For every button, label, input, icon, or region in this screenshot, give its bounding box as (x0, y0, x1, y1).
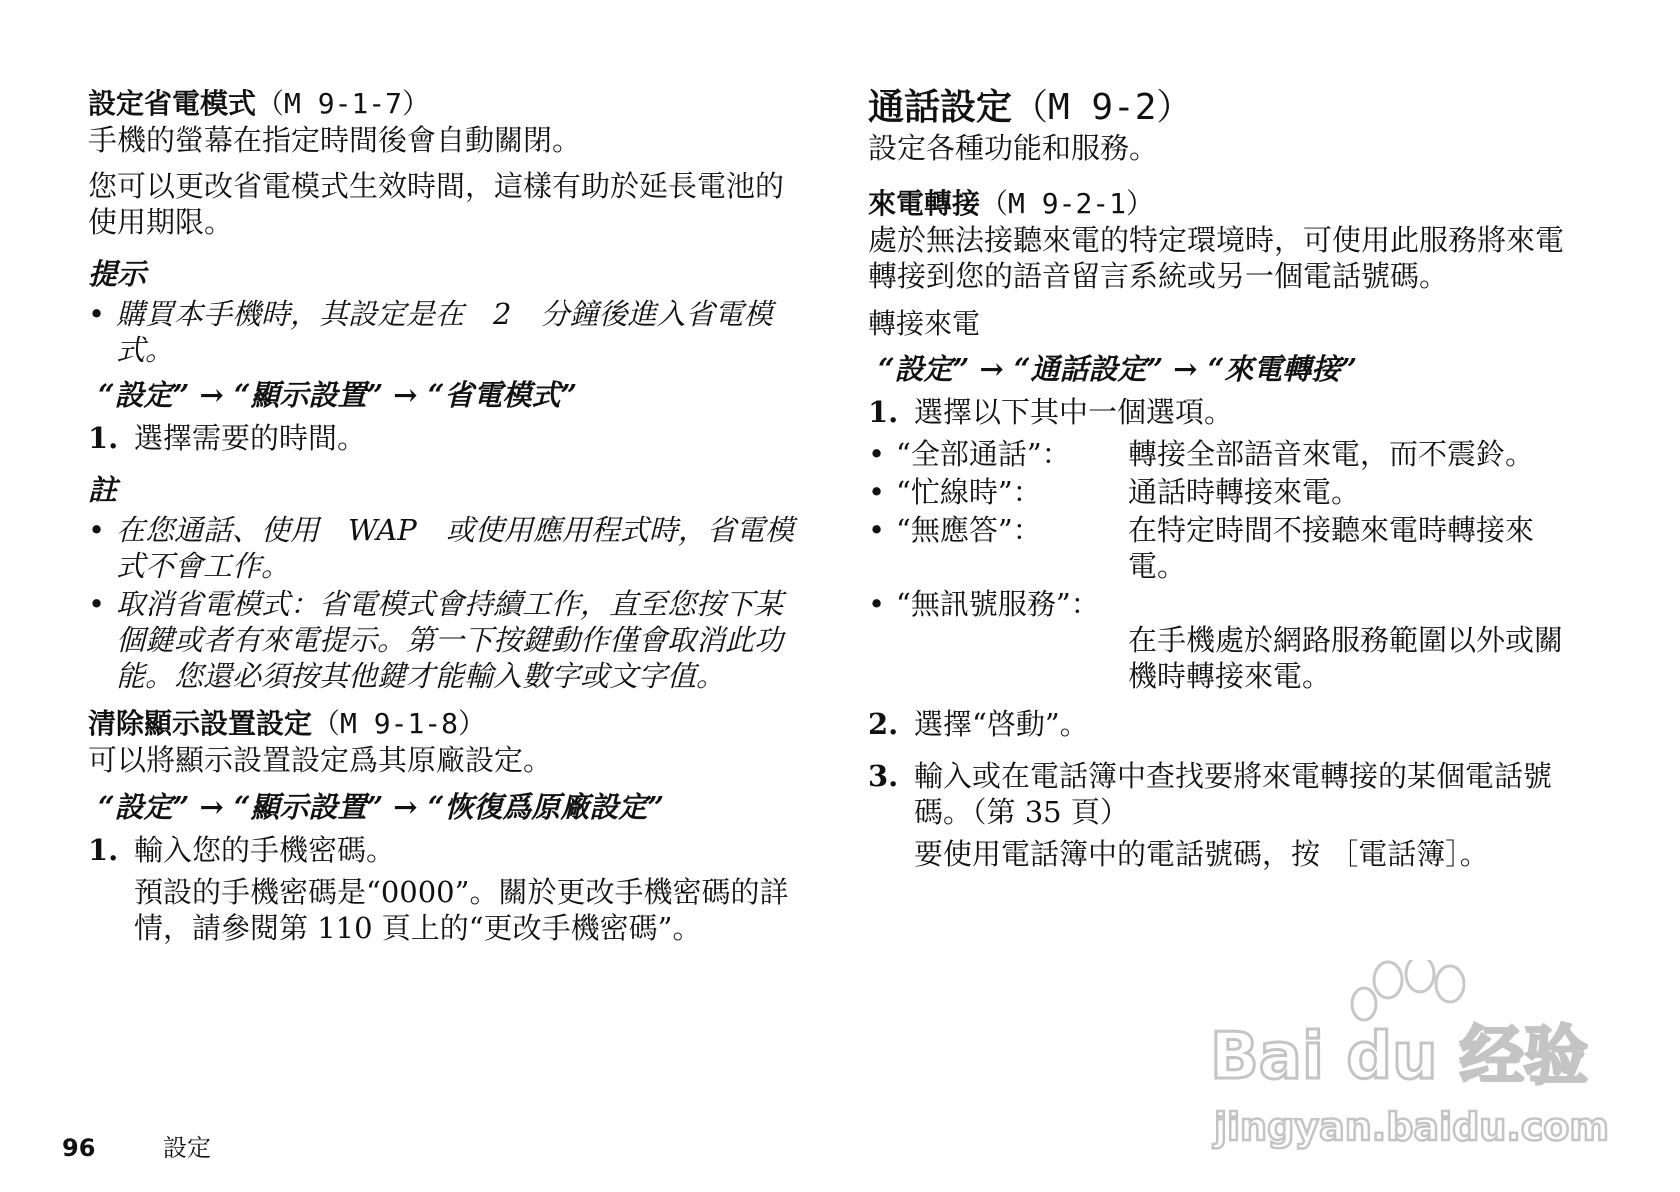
paragraph: 處於無法接聽來電的特定環境時，可使用此服務將來電轉接到您的語音留言系統或另一個電話號碼。 (868, 223, 1565, 293)
tip-bullet: • 購買本手機時，其設定是在 2 分鐘後進入省電模式。 (88, 297, 773, 367)
note-bullet: • 在您通話、使用 WAP 或使用應用程式時，省電模式不會工作。 (88, 513, 794, 583)
menu-path: “設定” → “通話設定” → “來電轉接” (878, 352, 1358, 386)
step-detail: 預設的手機密碼是“0000”。關於更改手機密碼的詳情，請參閱第 110 頁上的“更改手機密碼”。 (134, 875, 789, 945)
tip-heading: 提示 (88, 257, 147, 291)
paragraph: 可以將顯示設置設定爲其原廠設定。 (88, 743, 553, 777)
menu-path: “設定” → “顯示設置” → “恢復爲原廠設定” (98, 790, 665, 824)
option-item: • “忙線時”： 通話時轉接來電。 (868, 475, 1361, 509)
watermark-url: jingyan.baidu.com (1214, 1105, 1609, 1149)
section-title-reset-display: 清除顯示設置設定（M 9-1-8） (88, 707, 487, 740)
paragraph: 手機的螢幕在指定時間後會自動關閉。 (88, 123, 582, 157)
page-footer (62, 1128, 211, 1163)
bullet-dot: • (88, 297, 106, 331)
option-item: • “全部通話”： 轉接全部語音來電，而不震鈴。 (868, 437, 1535, 471)
step-detail: 要使用電話簿中的電話號碼，按 ［電話簿］。 (914, 837, 1489, 871)
left-column (88, 86, 808, 946)
baidu-watermark (1210, 960, 1630, 1160)
subsection-heading: 轉接來電 (868, 307, 981, 340)
paragraph: 您可以更改省電模式生效時間，這樣有助於延長電池的使用期限。 (88, 169, 785, 239)
step-item: 1. 選擇以下其中一個選項。 (868, 395, 1234, 429)
page-number: 96 (62, 1134, 96, 1162)
menu-path: “設定” → “顯示設置” → “省電模式” (98, 378, 578, 412)
paragraph: 設定各種功能和服務。 (868, 131, 1159, 165)
option-item: • “無應答”： 在特定時間不接聽來電時轉接來電。 (868, 513, 1535, 583)
step-item: 3. 輸入或在電話簿中查找要將來電轉接的某個電話號碼。（第 35 頁） (868, 759, 1553, 829)
right-column (868, 86, 1588, 872)
step-item: 1. 選擇需要的時間。 (88, 421, 367, 455)
step-item: 2. 選擇“啓動”。 (868, 707, 1089, 741)
footer-section: 設定 (163, 1134, 212, 1162)
watermark-brand: Bai du 经验 (1210, 1020, 1588, 1094)
option-item: • “無訊號服務”： 在手機處於網路服務範圍以外或關機時轉接來電。 (868, 587, 1564, 693)
note-bullet: • 取消省電模式：省電模式會持續工作，直至您按下某個鍵或者有來電提示。第一下按鍵動作僅會取消此功能。您還必須按其他鍵才能輸入數字或文字值。 (88, 587, 784, 693)
note-heading: 註 (88, 473, 118, 507)
section-title-call-forward: 來電轉接（M 9-2-1） (868, 187, 1155, 220)
chapter-title-call-settings: 通話設定（M 9-2） (868, 87, 1193, 128)
step-item: 1. 輸入您的手機密碼。 (88, 833, 396, 867)
section-title-power-save: 設定省電模式（M 9-1-7） (88, 87, 431, 120)
